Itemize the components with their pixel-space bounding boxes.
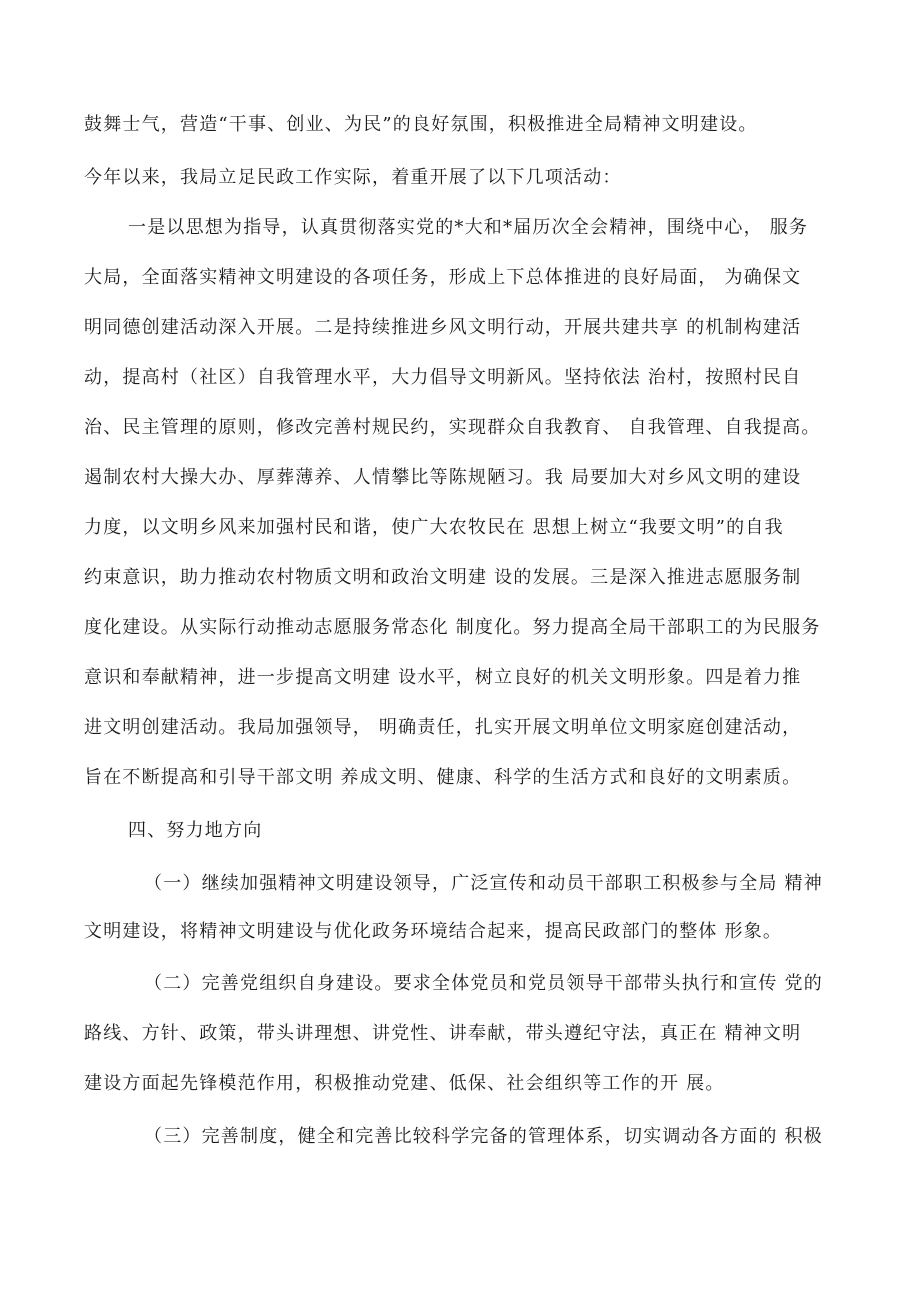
section-heading: 四、努力地方向 <box>128 820 263 841</box>
text-line: 意识和奉献精神，进一步提高文明建 设水平，树立良好的机关文明形象。四是着力推 <box>84 667 802 688</box>
text-line: 治、民主管理的原则，修改完善村规民约，实现群众自我教育、 自我管理、自我提高。 <box>84 417 821 438</box>
text-line: 力度，以文明乡风来加强村民和谐，使广大农牧民在 思想上树立“我要文明”的自我 <box>84 517 784 538</box>
text-line: 约束意识，助力推动农村物质文明和政治文明建 设的发展。三是深入推进志愿服务制 <box>84 567 802 588</box>
text-line: 路线、方针、政策，带头讲理想、讲党性、讲奉献，带头遵纪守法，真正在 精神文明 <box>84 1023 802 1044</box>
text-line: （二）完善党组织自身建设。要求全体党员和党员领导干部带头执行和宣传 党的 <box>144 973 823 994</box>
text-line: 旨在不断提高和引导干部文明 养成文明、健康、科学的生活方式和良好的文明素质。 <box>84 767 802 788</box>
text-line: 一是以思想为指导，认真贯彻落实党的*大和*届历次全会精神，围绕中心， 服务 <box>128 217 809 238</box>
text-line: 度化建设。从实际行动推动志愿服务常态化 制度化。努力提高全局干部职工的为民服务 <box>84 617 821 638</box>
text-line: （三）完善制度，健全和完善比较科学完备的管理体系，切实调动各方面的 积极 <box>144 1126 823 1147</box>
text-line: 明同德创建活动深入开展。二是持续推进乡风文明行动，开展共建共享 的机制构建活 <box>84 317 802 338</box>
text-line: 今年以来，我局立足民政工作实际，着重开展了以下几项活动： <box>84 167 622 188</box>
text-line: （一）继续加强精神文明建设领导，广泛宣传和动员干部职工积极参与全局 精神 <box>144 873 823 894</box>
text-line: 建设方面起先锋模范作用，积极推动党建、低保、社会组织等工作的开 展。 <box>84 1073 725 1094</box>
text-line: 文明建设，将精神文明建设与优化政务环境结合起来，提高民政部门的整体 形象。 <box>84 921 783 942</box>
text-line: 鼓舞士气，营造“干事、创业、为民”的良好氛围，积极推进全局精神文明建设。 <box>84 114 758 135</box>
text-line: 大局，全面落实精神文明建设的各项任务，形成上下总体推进的良好局面， 为确保文 <box>84 267 802 288</box>
text-line: 进文明创建活动。我局加强领导， 明确责任，扎实开展文明单位文明家庭创建活动， <box>84 717 802 738</box>
text-line: 动，提高村（社区）自我管理水平，大力倡导文明新风。坚持依法 治村，按照村民自 <box>84 367 802 388</box>
text-line: 遏制农村大操大办、厚葬薄养、人情攀比等陈规陋习。我 局要加大对乡风文明的建设 <box>84 467 802 488</box>
